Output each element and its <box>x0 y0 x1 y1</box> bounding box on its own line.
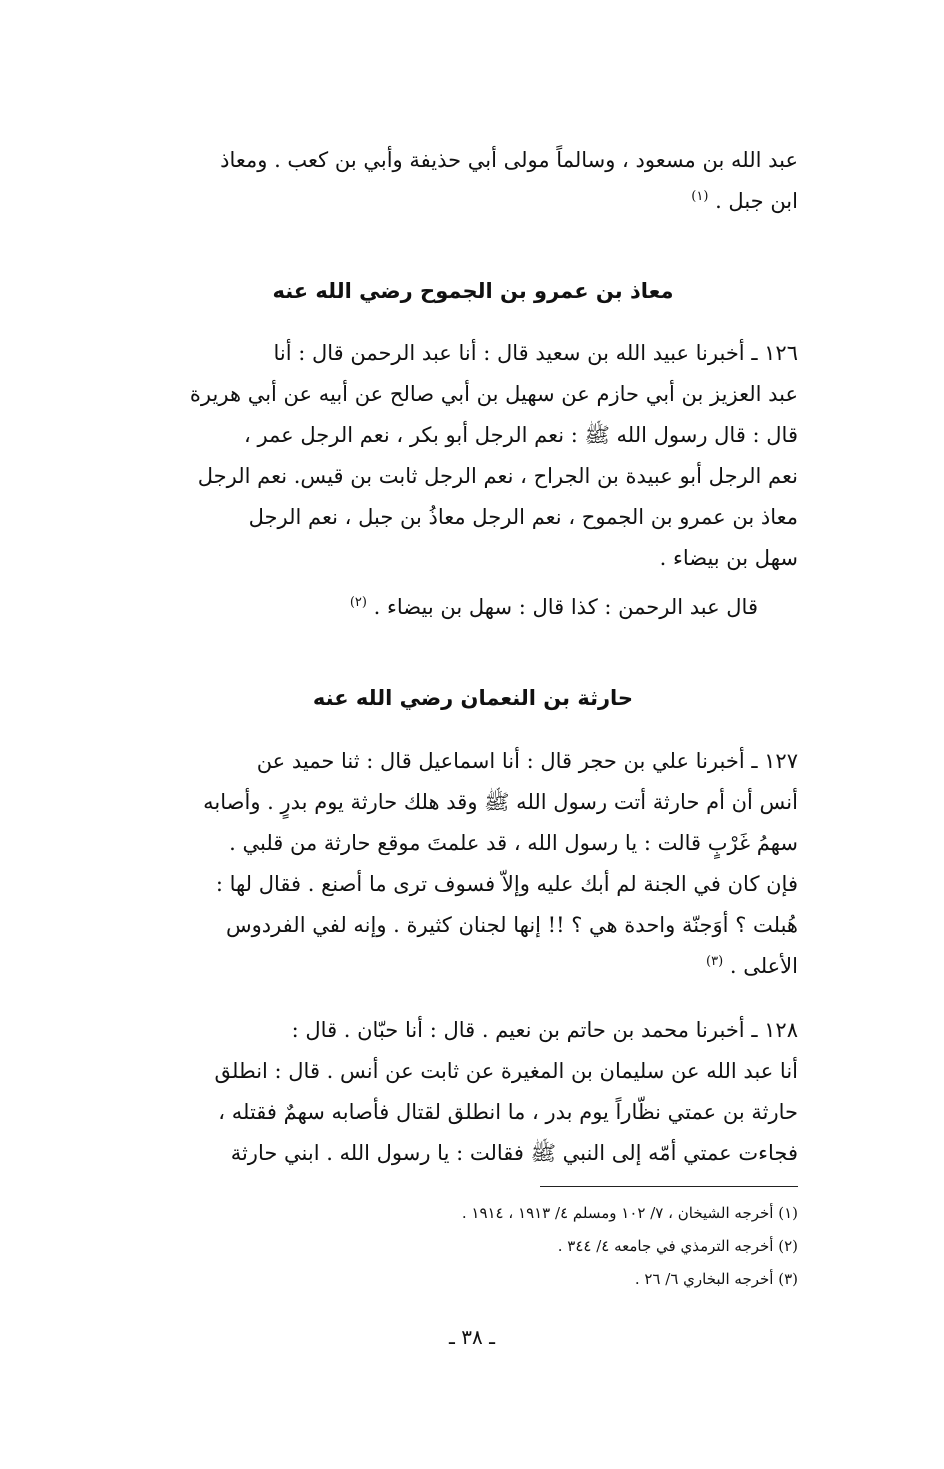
text-line-with-ref <box>148 946 798 987</box>
section-heading-haritha: حارثة بن النعمان رضي الله عنه <box>312 686 634 710</box>
footnote-ref: (١) <box>691 189 709 204</box>
text-line-with-ref <box>148 181 798 222</box>
footnote-divider <box>540 1186 798 1187</box>
footnote: (٢) أخرجه الترمذي في جامعه ٤/ ٣٤٤ . <box>557 1237 798 1255</box>
text-line: فإن كان في الجنة لم أبك عليه وإلاّ فسوف ترى ما أصنع . فقال لها : <box>215 872 798 896</box>
continuation-paragraph <box>148 140 798 222</box>
footnote-ref: (٢) <box>349 595 367 610</box>
text-line: أنا عبد الله عن سليمان بن المغيرة عن ثابت عن أنس . قال : انطلق <box>214 1059 798 1083</box>
text-line: سهل بن بيضاء . <box>659 546 798 570</box>
hadith-126 <box>148 333 798 579</box>
text-line: نعم الرجل أبو عبيدة بن الجراح ، نعم الرجل ثابت بن قيس. نعم الرجل <box>197 464 798 488</box>
footnote: (١) أخرجه الشيخان ، ٧/ ١٠٢ ومسلم ٤/ ١٩١٣ ، ١٩١٤ . <box>461 1204 798 1222</box>
text-fragment: الأعلى . <box>729 954 798 978</box>
text-line: ١٢٨ ـ أخبرنا محمد بن حاتم بن نعيم . قال : أنا حبّان . قال : <box>291 1018 798 1042</box>
text-line: معاذ بن عمرو بن الجموح ، نعم الرجل معاذُ بن جبل ، نعم الرجل <box>248 505 798 529</box>
text-line: أنس أن أم حارثة أتت رسول الله ﷺ وقد هلك حارثة يوم بدرٍ . وأصابه <box>203 790 798 814</box>
text-line-with-ref <box>148 587 798 628</box>
text-fragment: ابن جبل . <box>715 189 798 213</box>
footnotes <box>148 1197 798 1296</box>
text-line: عبد الله بن مسعود ، وسالماً مولى أبي حذيفة وأبي بن كعب . ومعاذ <box>220 148 798 172</box>
text-line: سهمُ غَرْبٍ قالت : يا رسول الله ، قد علمتَ موقع حارثة من قلبي . <box>229 831 798 855</box>
text-line: هُبلت ؟ أوَجنّة واحدة هي ؟ !! إنها لجنان كثيرة . وإنه لفي الفردوس <box>225 913 798 937</box>
hadith-128 <box>148 1010 798 1174</box>
page-number: ـ ٣٨ ـ <box>449 1325 495 1349</box>
section-heading-muadh: معاذ بن عمرو بن الجموح رضي الله عنه <box>272 279 674 303</box>
text-line: فجاءت عمتي أمّه إلى النبي ﷺ فقالت : يا رسول الله . ابني حارثة <box>230 1141 798 1165</box>
footnote-ref: (٣) <box>706 954 724 969</box>
text-line: حارثة بن عمتي نظّاراً يوم بدر ، ما انطلق لقتال فأصابه سهمٌ فقتله ، <box>218 1100 798 1124</box>
hadith-127 <box>148 741 798 987</box>
text-line: ١٢٦ ـ أخبرنا عبيد الله بن سعيد قال : أنا عبد الرحمن قال : أنا <box>273 341 798 365</box>
text-line: ١٢٧ ـ أخبرنا علي بن حجر قال : أنا اسماعيل قال : ثنا حميد عن <box>256 749 798 773</box>
text-line: قال : قال رسول الله ﷺ : نعم الرجل أبو بكر ، نعم الرجل عمر ، <box>243 423 798 447</box>
footnote: (٣) أخرجه البخاري ٦/ ٢٦ . <box>634 1270 798 1288</box>
text-line: عبد العزيز بن أبي حازم عن سهيل بن أبي صالح عن أبيه عن أبي هريرة <box>189 382 798 406</box>
text-fragment: قال عبد الرحمن : كذا قال : سهل بن بيضاء . <box>373 595 758 619</box>
narrator-note <box>148 587 798 628</box>
